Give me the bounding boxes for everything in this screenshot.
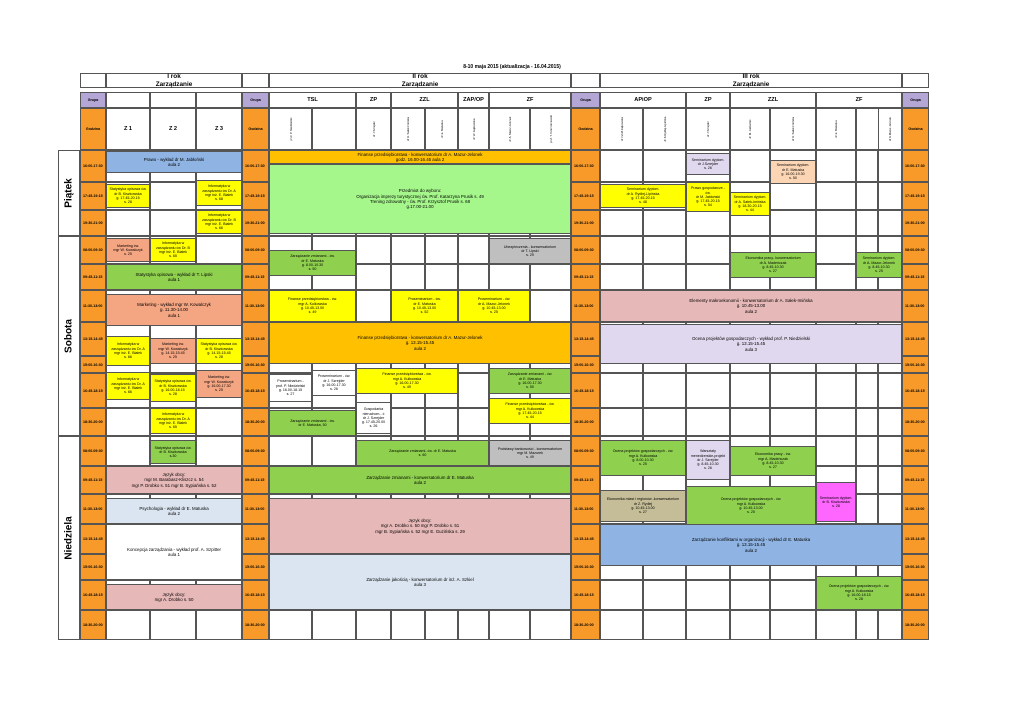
- lecturer-y3-1: [643, 108, 686, 150]
- event-f-y1-inf1[interactable]: Informatyka w zarządzaniu ćw Dr. A mgr inż. E. Białek s. 68: [196, 180, 242, 206]
- event-n-y1-jez2[interactable]: Język obcy: mgr A. Drobko s. 50: [106, 584, 242, 610]
- event-n-y3-ocena3[interactable]: Ocena projektów gospodarczych - ćw. mgr A. Kulkowska g. 16.00-18.15 s. 28: [816, 576, 902, 610]
- empty-slot: [458, 236, 489, 264]
- lecturer-y2-4-text: dr W. Gajkowska: [471, 118, 476, 140]
- empty-slot: [458, 264, 489, 290]
- godzina-label: Godzina: [80, 108, 106, 150]
- time-cell: 18:30-20:00: [571, 610, 600, 640]
- lecturer-y2-2: [391, 108, 425, 150]
- time-cell: 18:30-20:00: [242, 610, 269, 640]
- time-cell: 08:00-09:30: [242, 236, 269, 264]
- time-cell: 16:45-18:15: [571, 580, 600, 610]
- godzina-label: Godzina: [242, 108, 269, 150]
- time-cell: 09:45-11:15: [902, 466, 929, 494]
- empty-slot: [730, 408, 770, 436]
- event-s-y2-fin3[interactable]: Finanse przedsiębiorstwa - ćw. mgr A. Kulkowska g. 17.45-20.15 s. 44: [489, 398, 571, 424]
- empty-slot: [816, 182, 856, 210]
- empty-slot: [356, 236, 391, 264]
- empty-slot: [770, 373, 816, 408]
- empty-slot: [489, 264, 530, 290]
- event-f-y3-prawo[interactable]: Prawo gospodarcze - ćw. dr M. Jabłoński g. 17.45-20.15 s. 54: [686, 182, 730, 212]
- event-n-y3-konf[interactable]: Zarządzanie konfliktami w organizacji - wykład dr E. Matuska g. 13.15-15.45 aula 2: [600, 524, 902, 566]
- event-n-y2-jez[interactable]: Język obcy: mgr A. Drobko s. 50 mgr P. Drobko s. 51 mgr B. Sypiańska s. 52 mgr E. Guzińska s. 29: [269, 498, 571, 554]
- lecturer-y2-0-text: prof. P. Niedzielski: [288, 117, 293, 141]
- event-f-y1-prawo[interactable]: Prawo - wykład dr M. Jabłoński aula 2: [106, 151, 242, 173]
- year-3-header: III rok Zarządzanie: [600, 73, 902, 88]
- event-s-y1-inf-b[interactable]: Informatyka w zarządzaniu ćw Dr. B mgr inż. E. Białek s. 65: [150, 238, 196, 262]
- time-cell: 09:45-11:15: [571, 466, 600, 494]
- empty-slot: [643, 408, 686, 436]
- empty-slot: [878, 150, 902, 182]
- event-s-y2-fin-kon[interactable]: Finanse przedsiębiorstwa - konwersatorium dr A. Mazur-Jelonek g. 13.15-15.45 aula 2: [269, 322, 571, 364]
- event-s-y2-pros1[interactable]: Proseminarium - ćw. dr E. Matuska g. 10.45-13.00 s. 52: [391, 290, 458, 322]
- event-s-y1-stat-w[interactable]: Statystyka opisowa - wykład dr T. Lipski aula 1: [106, 264, 242, 290]
- event-s-y1-mark-w[interactable]: Marketing - wykład mgr W. Kowalczyk g. 11.30-14.00 aula 1: [106, 294, 242, 326]
- empty-slot: [391, 408, 425, 436]
- lecturer-y2-6-text: prof. T. Czarnobrewski: [548, 115, 553, 143]
- godzina-label: Godzina: [571, 108, 600, 150]
- time-cell: 08:00-09:30: [242, 436, 269, 466]
- empty-slot: [878, 408, 902, 436]
- day-saturday: [58, 236, 80, 436]
- empty-slot: [643, 373, 686, 408]
- lecturer-y3-0-text: dr inż.M.Zajkowska: [619, 117, 624, 141]
- lecturer-cell: [312, 108, 356, 150]
- lecturer-y3-4: [770, 108, 816, 150]
- time-cell: 13:15-14:45: [902, 322, 929, 356]
- group-y1-1: [150, 92, 196, 108]
- empty-slot: [106, 408, 150, 436]
- empty-slot: [269, 610, 312, 640]
- empty-slot: [878, 436, 902, 466]
- empty-slot: [356, 290, 391, 322]
- time-cell: 17:45-19:15: [80, 182, 106, 210]
- empty-slot: [425, 264, 458, 290]
- group-y1-label-0: Z 1: [106, 108, 150, 150]
- event-f-y3-sem2[interactable]: Seminarium dyplom. dr E. Matuska g. 16.00-19.30 s. 50: [770, 160, 816, 184]
- time-cell: 19:30-21:00: [571, 210, 600, 236]
- empty-slot: [530, 264, 571, 290]
- empty-slot: [816, 436, 856, 466]
- time-cell: 16:00-17:30: [571, 150, 600, 182]
- event-s-y1-mark2[interactable]: Marketing ćw. mgr W. Kowalczyk g. 14.15-15.45 s. 25: [150, 338, 196, 364]
- page-title: 8-10 maja 2015 (aktualizacja - 16.04.2015): [463, 64, 561, 70]
- event-f-y3-sem4[interactable]: Seminarium dyplom. dr A. Sałek-Imińska g. 18.30-20.15 s. 44: [730, 192, 770, 216]
- empty-slot: [816, 150, 856, 182]
- empty-slot: [312, 436, 356, 466]
- year-2-header: II rok Zarządzanie: [269, 73, 571, 88]
- event-f-y3-sem1[interactable]: Seminarium dyplom. dr J.Szrejder s. 26: [686, 153, 730, 175]
- time-cell: 08:00-09:30: [902, 436, 929, 466]
- godzina-label: Godzina: [902, 108, 929, 150]
- empty-slot: [425, 610, 458, 640]
- empty-slot: [643, 210, 686, 236]
- time-cell: 19:30-21:00: [902, 210, 929, 236]
- group-y3-2: ZZL: [730, 92, 816, 108]
- time-cell: 11:30-13:00: [902, 290, 929, 322]
- time-cell: 16:00-17:30: [902, 150, 929, 182]
- lecturer-y3-3: [730, 108, 770, 150]
- time-cell: 17:45-19:15: [242, 182, 269, 210]
- event-s-y1-mark-cw[interactable]: Marketing ćw. mgr W. Kowalczyk s. 25: [106, 238, 150, 262]
- time-cell: 08:00-09:30: [80, 436, 106, 466]
- time-cell: 11:30-13:00: [242, 494, 269, 524]
- event-n-y3-ekmiast[interactable]: Ekonomika miast i regionów -konwersatorium dr Z. Rydlej g. 10.45-13.00 s. 27: [600, 490, 686, 522]
- empty-slot: [150, 610, 196, 640]
- time-cell: 13:15-14:45: [571, 524, 600, 554]
- empty-slot: [686, 610, 730, 640]
- time-cell: 16:45-18:15: [80, 580, 106, 610]
- empty-slot: [600, 210, 643, 236]
- event-s-y3-ocena[interactable]: Ocena projektów gospodarczych - wykład prof. P. Niedzielski g. 13.15-15.45 aula 3: [600, 324, 902, 364]
- time-cell: 13:15-14:45: [571, 322, 600, 356]
- group-y3-0: APiOP: [600, 92, 686, 108]
- empty-slot: [856, 436, 878, 466]
- empty-slot: [458, 610, 489, 640]
- event-n-y2-zzm[interactable]: Zarządzanie zmianami- ćw. dr E. Matuska s. 60: [356, 440, 489, 466]
- event-s-y2-pros4[interactable]: Proseminarium - ćw. dr J. Szrejder g. 16.00-17.30 s. 26: [312, 370, 356, 396]
- time-cell: 15:00-16:30: [242, 356, 269, 373]
- empty-slot: [150, 182, 196, 210]
- empty-slot: [391, 236, 425, 264]
- event-s-y2-pros3[interactable]: Proseminarium - prof. P. Niedzielski g. 16.00-18.15 s. 27: [269, 374, 312, 402]
- event-f-y2-prz[interactable]: Przedmiot do wyboru: Organizacja imprezy turystycznej ćw. Prof. Katarzyna Prusik s. 49 Trening zdrowotny - ćw. Prof. Krzysztof Prusik s. 68 g.17.00-21.00: [269, 164, 571, 234]
- event-n-y1-konc[interactable]: Koncepcja zarządzania - wykład prof. A. Szpitter aula 1: [106, 524, 242, 580]
- time-cell: 19:30-21:00: [80, 210, 106, 236]
- empty-slot: [816, 236, 856, 264]
- empty-slot: [856, 494, 878, 524]
- event-n-y2-podst[interactable]: Podstawy bankowości - konwersatorium mgr M. Mazurek s. 49: [489, 440, 571, 466]
- empty-slot: [600, 373, 643, 408]
- time-cell: 16:00-17:30: [80, 150, 106, 182]
- event-s-y2-zzm3[interactable]: Zarządzanie zmianami - ćw. dr E. Matuska, 50: [269, 410, 356, 436]
- empty-slot: [269, 436, 312, 466]
- event-s-y2-zzm[interactable]: Zarządzanie zmianami - ćw. dr E. Matuska g. 8.00-10.30 s. 50: [269, 250, 356, 276]
- empty-slot: [856, 150, 878, 182]
- empty-slot: [643, 264, 686, 290]
- event-s-y3-ekon[interactable]: Ekonomika pracy- konwersatorium dr A. Madeńczak g. 8.45-10.30 s. 27: [730, 252, 816, 278]
- time-cell: 08:00-09:30: [902, 236, 929, 264]
- empty-slot: [643, 236, 686, 264]
- empty-slot: [816, 408, 856, 436]
- lecturer-y2-6: [530, 108, 571, 150]
- time-cell: 09:45-11:15: [571, 264, 600, 290]
- time-cell: 11:30-13:00: [571, 494, 600, 524]
- time-cell: 09:45-11:15: [242, 466, 269, 494]
- empty-slot: [600, 150, 643, 182]
- lecturer-y3-1-text: dr A.Rydlej-Lipińska: [662, 116, 667, 142]
- lecturer-y2-0: [269, 108, 312, 150]
- day-friday-text: Piątek: [63, 178, 75, 208]
- year-header-blank: [80, 73, 106, 88]
- time-cell: 09:45-11:15: [80, 466, 106, 494]
- time-cell: 13:15-14:45: [902, 524, 929, 554]
- time-cell: 18:30-20:00: [80, 408, 106, 436]
- empty-slot: [878, 210, 902, 236]
- time-cell: 16:45-18:15: [80, 373, 106, 408]
- group-y2-0: TSL: [269, 92, 356, 108]
- empty-slot: [356, 264, 391, 290]
- time-cell: 18:30-20:00: [242, 408, 269, 436]
- empty-slot: [686, 580, 730, 610]
- time-cell: 13:15-14:45: [242, 322, 269, 356]
- year-header-blank: [571, 73, 600, 88]
- empty-slot: [878, 182, 902, 210]
- event-s-y3-sem[interactable]: Seminarium dyplom. dr A. Mazur-Jelonek g. 8.45-10.30 s. 25: [856, 252, 902, 278]
- time-cell: 09:45-11:15: [902, 264, 929, 290]
- event-s-y2-pros2[interactable]: Proseminarium - ćw. dr A. Mazur-Jelonek g. 10.45-13.00 s. 25: [458, 290, 530, 322]
- event-f-y1-inf2[interactable]: Informatyka w zarządzaniu ćw Dr. B mgr inż. E. Białek s. 66: [196, 210, 242, 234]
- day-sunday: [58, 436, 80, 640]
- empty-slot: [730, 580, 770, 610]
- empty-slot: [600, 264, 643, 290]
- event-n-y1-stat[interactable]: Statystyka opisowa ćw. dr B. Kiszkowska s.30: [150, 440, 196, 464]
- time-cell: 18:30-20:00: [80, 610, 106, 640]
- empty-slot: [425, 408, 458, 436]
- group-y2-3: ZAP/OP: [458, 92, 489, 108]
- lecturer-y2-5-text: dr A. Mazur-Jelonek: [507, 116, 512, 142]
- empty-slot: [856, 373, 878, 408]
- year-header-blank: [242, 73, 269, 88]
- empty-slot: [600, 610, 643, 640]
- time-cell: 18:30-20:00: [902, 408, 929, 436]
- event-f-y2-fin[interactable]: Finanse przedsiębiorstwa - konwersatorium dr A. Mazur-Jelonek godz. 16.00-16.45 aula 2: [269, 150, 571, 164]
- time-cell: 09:45-11:15: [80, 264, 106, 290]
- event-s-y1-inf-a2[interactable]: Informatyka w zarządzaniu ćw Dr. A mgr inż. E. Białek s. 66: [106, 372, 150, 400]
- empty-slot: [878, 610, 902, 640]
- event-n-y3-sem[interactable]: Seminarium dyplom. dr B. Kiszkowska s. 28: [816, 482, 856, 522]
- time-cell: 16:45-18:15: [902, 580, 929, 610]
- empty-slot: [856, 610, 878, 640]
- time-cell: 18:30-20:00: [571, 408, 600, 436]
- group-y1-label-2: Z 3: [196, 108, 242, 150]
- empty-slot: [196, 408, 242, 436]
- event-s-y3-elem[interactable]: Elementy makroekonomii - konwersatorium dr A. Sałek-Imińska g. 10.45-13.00 aula 2: [600, 290, 902, 322]
- empty-slot: [106, 436, 150, 466]
- empty-slot: [770, 580, 816, 610]
- event-n-y1-jez1[interactable]: Język obcy: mgr M. Barabasz-Kliszcz s. 54 mgr P. Drobko s. 51 mgr B. Sypiańska s. 52: [106, 466, 242, 494]
- time-cell: 13:15-14:45: [80, 524, 106, 554]
- empty-slot: [816, 373, 856, 408]
- time-cell: 16:45-18:15: [242, 580, 269, 610]
- empty-slot: [878, 373, 902, 408]
- group-y3-1: ZP: [686, 92, 730, 108]
- time-cell: 11:30-13:00: [902, 494, 929, 524]
- event-n-y2-zzm-kon[interactable]: Zarządzanie zmianami - konwersatorium dr E. Matuska aula 2: [269, 466, 571, 494]
- time-cell: 08:00-09:30: [80, 236, 106, 264]
- time-cell: 13:15-14:45: [242, 524, 269, 554]
- time-cell: 08:00-09:30: [571, 236, 600, 264]
- event-n-y3-warsz[interactable]: Warsztaty menedżerskie-projekt dr J. Szrejder g. 8.45-10.30 s. 26: [686, 440, 730, 480]
- empty-slot: [312, 610, 356, 640]
- lecturer-y2-4: [458, 108, 489, 150]
- event-s-y1-stat3[interactable]: Statystyka opisowa ćw. dr B. Kiszkowska g. 16.00-18.15 s. 28: [150, 374, 196, 402]
- empty-slot: [600, 236, 643, 264]
- empty-slot: [600, 580, 643, 610]
- year-header-blank: [902, 73, 929, 88]
- empty-slot: [106, 610, 150, 640]
- empty-slot: [686, 264, 730, 290]
- day-saturday-text: Sobota: [63, 319, 75, 353]
- time-cell: 16:45-18:15: [242, 373, 269, 408]
- time-cell: 11:30-13:00: [80, 494, 106, 524]
- empty-slot: [816, 210, 856, 236]
- grupa-label: Grupa: [80, 92, 106, 108]
- lecturer-y3-5: [816, 108, 856, 150]
- time-cell: 11:30-13:00: [242, 290, 269, 322]
- empty-slot: [816, 264, 856, 290]
- event-s-y2-fin2[interactable]: Finanse przedsiębiorstwa - ćw. mgr A. Kulkowska g. 16.00-17.30 s. 49: [356, 368, 458, 394]
- empty-slot: [530, 610, 571, 640]
- event-f-y3-sem3[interactable]: Seminarium dyplom. dr A. Rydlej-Lipińska g. 17.45-20.15 s. 48: [600, 184, 686, 208]
- event-s-y1-inf-a3[interactable]: Informatyka w zarządzaniu ćw Dr. A mgr inż. E. Białek s. 65: [150, 408, 196, 434]
- lecturer-y3-2: [686, 108, 730, 150]
- empty-slot: [196, 436, 242, 466]
- time-cell: 08:00-09:30: [571, 436, 600, 466]
- empty-slot: [878, 466, 902, 494]
- grupa-label: Grupa: [902, 92, 929, 108]
- time-cell: 11:30-13:00: [80, 290, 106, 322]
- empty-slot: [643, 580, 686, 610]
- event-s-y1-stat2[interactable]: Statystyka opisowa ćw. dr B. Kiszkowska g. 14.15-15.45 s. 28: [196, 338, 242, 364]
- empty-slot: [458, 408, 489, 436]
- event-s-y2-zzm2[interactable]: Zarządzanie zmianami - ćw. dr E. Matuska g. 16.00-17.30 s. 50: [489, 368, 571, 394]
- empty-slot: [856, 466, 878, 494]
- empty-slot: [686, 408, 730, 436]
- lecturer-y2-5: [489, 108, 530, 150]
- time-cell: 15:00-16:30: [571, 356, 600, 373]
- empty-slot: [730, 150, 770, 182]
- empty-slot: [686, 373, 730, 408]
- empty-slot: [770, 610, 816, 640]
- time-cell: 15:00-16:30: [571, 554, 600, 580]
- lecturer-y3-2-text: dr J.Szrejder: [706, 121, 710, 137]
- event-s-y2-gosp[interactable]: Gospodarka nieruchom.- ć dr J. Szrejder g. 17.45-20.00 s. 26: [356, 402, 391, 434]
- time-cell: 15:00-16:30: [80, 554, 106, 580]
- time-cell: 16:45-18:15: [571, 373, 600, 408]
- grupa-label: Grupa: [242, 92, 269, 108]
- lecturer-y2-1: [356, 108, 391, 150]
- empty-slot: [425, 236, 458, 264]
- empty-slot: [600, 408, 643, 436]
- empty-slot: [643, 610, 686, 640]
- lecturer-y2-1-text: dr J.Szrejder: [371, 121, 376, 137]
- event-s-y2-fin1[interactable]: Finanse przedsiębiorstwa - ćw. mgr A. Kulkowska g. 10.45-13.00 s. 49: [269, 290, 356, 322]
- empty-slot: [686, 210, 730, 236]
- empty-slot: [391, 610, 425, 640]
- grupa-label: Grupa: [571, 92, 600, 108]
- event-n-y3-ocena1[interactable]: Ocena projektów gospodarczych - ćw. mgr A. Kulkowska g. 8.00-10.30 s. 25: [600, 440, 686, 476]
- lecturer-y3-0: [600, 108, 643, 150]
- time-cell: 16:45-18:15: [902, 373, 929, 408]
- empty-slot: [391, 264, 425, 290]
- empty-slot: [730, 610, 770, 640]
- day-sunday-text: Niedziela: [63, 516, 75, 560]
- time-cell: 15:00-16:30: [902, 554, 929, 580]
- event-s-y2-ubez[interactable]: Ubezpieczenia - konwersatorium dr T. Lipski s. 29: [489, 238, 571, 264]
- group-y2-4: ZF: [489, 92, 571, 108]
- lecturer-y3-3-text: dr M. Jabłoński: [748, 119, 752, 139]
- time-cell: 11:30-13:00: [571, 290, 600, 322]
- empty-slot: [686, 236, 730, 264]
- lecturer-y2-2-text: dr A. Sałek-Imińska: [406, 116, 410, 142]
- empty-slot: [356, 610, 391, 640]
- time-cell: 17:45-19:15: [571, 182, 600, 210]
- empty-slot: [856, 210, 878, 236]
- event-n-y2-jak[interactable]: Zarządzanie jakością - konwersatorium dr inż. A. Szkiel aula 3: [269, 554, 571, 610]
- empty-slot: [856, 182, 878, 210]
- time-cell: 09:45-11:15: [242, 264, 269, 290]
- time-cell: 16:00-17:30: [242, 150, 269, 182]
- empty-slot: [770, 408, 816, 436]
- time-cell: 15:00-16:30: [902, 356, 929, 373]
- event-n-y3-ocena2[interactable]: Ocena projektów gospodarczych - ćw. mgr A. Kulkowska g. 10.45-13.00 s. 25: [686, 486, 816, 526]
- time-cell: 13:15-14:45: [80, 322, 106, 356]
- lecturer-y2-3-text: dr E. Matuska: [439, 120, 444, 138]
- group-y1-0: [106, 92, 150, 108]
- empty-slot: [770, 182, 816, 210]
- group-y1-2: [196, 92, 242, 108]
- empty-slot: [150, 210, 196, 236]
- time-cell: 15:00-16:30: [242, 554, 269, 580]
- lecturer-y2-3: [425, 108, 458, 150]
- time-cell: 17:45-19:15: [902, 182, 929, 210]
- empty-slot: [458, 373, 489, 408]
- group-y1-label-1: Z 2: [150, 108, 196, 150]
- event-s-y1-inf-a[interactable]: Informatyka w zarządzaniu ćw Dr. A mgr inż. E. Białek s. 66: [106, 336, 150, 366]
- event-n-y3-ekon[interactable]: Ekonomika pracy - ćw. mgr A. Madeńczak g. 8.45-10.30 s. 27: [730, 446, 816, 476]
- empty-slot: [530, 290, 571, 322]
- empty-slot: [196, 610, 242, 640]
- time-cell: 19:30-21:00: [242, 210, 269, 236]
- lecturer-y3-4-text: dr A. Sałek-Imińska: [791, 116, 795, 142]
- empty-slot: [643, 150, 686, 182]
- day-friday: [58, 150, 80, 236]
- empty-slot: [196, 236, 242, 264]
- empty-slot: [816, 610, 856, 640]
- empty-slot: [770, 210, 816, 236]
- event-n-y1-psych[interactable]: Psychologia - wykład dr E. Matuska aula 2: [106, 498, 242, 524]
- lecturer-y3-7-text: dr A.Mazur-Jelonek: [888, 116, 892, 142]
- lecturer-y3-5-text: dr E. Matuska: [834, 120, 838, 138]
- group-y3-3: ZF: [816, 92, 902, 108]
- group-y2-2: ZZL: [391, 92, 458, 108]
- empty-slot: [489, 610, 530, 640]
- event-s-y1-mark3[interactable]: Marketing ćw. mgr W. Kowalczyk g. 16.00-17.30 s. 25: [196, 370, 242, 398]
- group-y2-1: ZP: [356, 92, 391, 108]
- year-1-header: I rok Zarządzanie: [106, 73, 242, 88]
- empty-slot: [856, 408, 878, 436]
- empty-slot: [106, 210, 150, 236]
- time-cell: 15:00-16:30: [80, 356, 106, 373]
- event-f-y1-stat[interactable]: Statystyka opisowa ćw. dr B. Kiszkowska g. 17.45-20.15 s. 28: [106, 184, 150, 208]
- time-cell: 18:30-20:00: [902, 610, 929, 640]
- empty-slot: [878, 494, 902, 524]
- lecturer-y3-7: [878, 108, 902, 150]
- empty-slot: [730, 373, 770, 408]
